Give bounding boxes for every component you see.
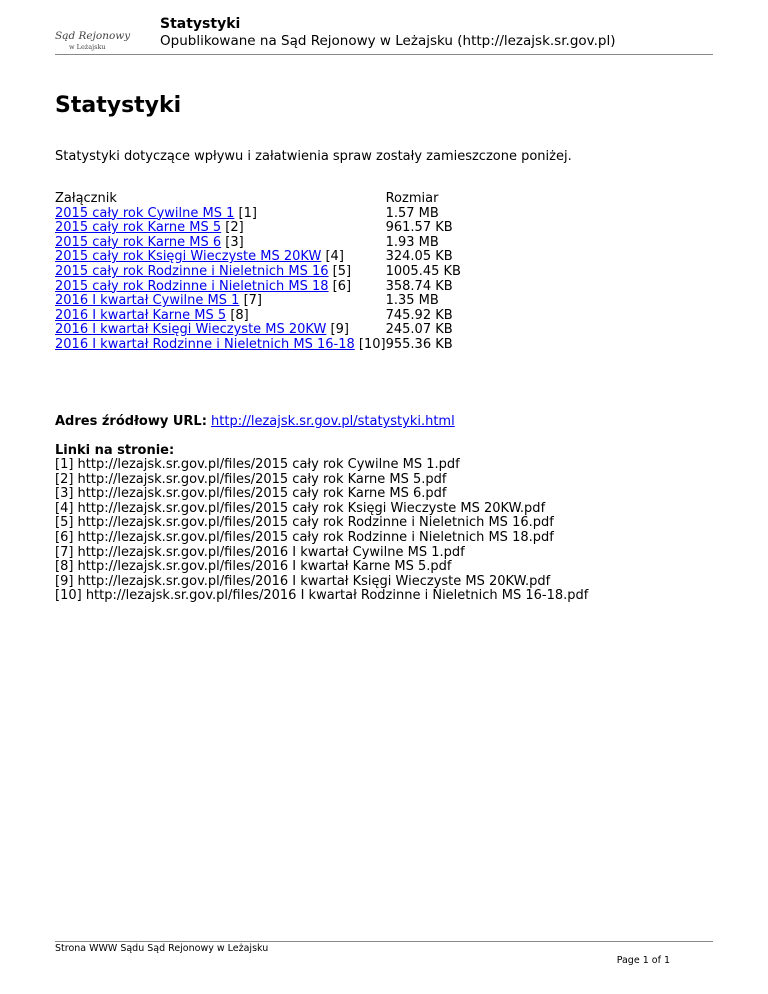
attachment-link[interactable]: 2016 I kwartał Cywilne MS 1 xyxy=(55,293,240,309)
attachments-header-row xyxy=(55,192,461,207)
attachment-size: 1.35 MB xyxy=(385,293,439,309)
attachment-row xyxy=(55,221,461,236)
attachment-size: 745.92 KB xyxy=(385,307,453,323)
attachment-name-cell xyxy=(55,221,386,236)
attachment-name-cell xyxy=(55,309,386,324)
court-logo xyxy=(55,30,145,51)
link-list-item: [3] http://lezajsk.sr.gov.pl/files/2015 cały rok Karne MS 6.pdf xyxy=(55,486,447,502)
attachment-row xyxy=(55,338,461,353)
attachment-ref: [3] xyxy=(225,234,244,250)
attachment-link[interactable]: 2016 I kwartał Rodzinne i Nieletnich MS 16-18 xyxy=(55,336,355,352)
logo-line-2: w Leżajsku xyxy=(69,43,106,51)
attachment-name-cell xyxy=(55,338,386,353)
attachment-row xyxy=(55,207,461,222)
link-list-item: [10] http://lezajsk.sr.gov.pl/files/2016 I kwartał Rodzinne i Nieletnich MS 16-18.pdf xyxy=(55,588,589,604)
footer-page-number: Page 1 of 1 xyxy=(616,955,670,966)
link-list-item: [8] http://lezajsk.sr.gov.pl/files/2016 I kwartał Karne MS 5.pdf xyxy=(55,559,452,575)
source-url-link[interactable]: http://lezajsk.sr.gov.pl/statystyki.html xyxy=(211,414,455,429)
attachment-link[interactable]: 2016 I kwartał Księgi Wieczyste MS 20KW xyxy=(55,322,327,338)
link-list-item: [9] http://lezajsk.sr.gov.pl/files/2016 I kwartał Księgi Wieczyste MS 20KW.pdf xyxy=(55,573,551,589)
attachment-size: 1.57 MB xyxy=(385,205,439,221)
attachment-row xyxy=(55,250,461,265)
footer-site-name: Strona WWW Sądu Sąd Rejonowy w Leżajsku xyxy=(55,943,269,954)
source-url-label: Adres źródłowy URL: xyxy=(55,414,207,429)
attachment-size: 324.05 KB xyxy=(385,249,453,265)
attachment-name-cell xyxy=(55,323,386,338)
attachment-size: 358.74 KB xyxy=(385,278,453,294)
link-list-item: [7] http://lezajsk.sr.gov.pl/files/2016 I kwartał Cywilne MS 1.pdf xyxy=(55,544,465,560)
attachment-ref: [2] xyxy=(225,220,244,236)
source-url-line xyxy=(55,414,455,430)
attachment-ref: [10] xyxy=(358,336,386,352)
attachment-size: 955.36 KB xyxy=(385,336,453,352)
link-list-item: [1] http://lezajsk.sr.gov.pl/files/2015 cały rok Cywilne MS 1.pdf xyxy=(55,457,460,472)
attachment-link[interactable]: 2015 cały rok Karne MS 5 xyxy=(55,220,222,236)
attachment-link[interactable]: 2016 I kwartał Karne MS 5 xyxy=(55,307,227,323)
page-title: Statystyki xyxy=(55,93,182,118)
attachment-row xyxy=(55,265,461,280)
attachment-name-cell xyxy=(55,265,386,280)
attachment-size: 1005.45 KB xyxy=(385,263,461,279)
link-list-item: [6] http://lezajsk.sr.gov.pl/files/2015 cały rok Rodzinne i Nieletnich MS 18.pdf xyxy=(55,529,554,545)
attachment-size: 245.07 KB xyxy=(385,322,453,338)
link-list-item: [5] http://lezajsk.sr.gov.pl/files/2015 cały rok Rodzinne i Nieletnich MS 16.pdf xyxy=(55,515,554,531)
attachment-ref: [8] xyxy=(230,307,249,323)
attachment-ref: [6] xyxy=(332,278,352,294)
attachment-ref: [9] xyxy=(330,322,349,338)
links-list xyxy=(55,458,588,604)
attachment-link[interactable]: 2015 cały rok Księgi Wieczyste MS 20KW xyxy=(55,249,322,265)
links-title: Linki na stronie: xyxy=(55,443,175,458)
attachments-table xyxy=(55,192,461,353)
attachment-row xyxy=(55,294,461,309)
attachment-name-cell xyxy=(55,236,386,251)
attachment-ref: [1] xyxy=(238,205,257,221)
attachment-name-cell xyxy=(55,280,386,295)
footer-divider xyxy=(55,941,713,942)
intro-text: Statystyki dotyczące wpływu i załatwienia spraw zostały zamieszczone poniżej. xyxy=(55,149,572,164)
attachment-size: 1.93 MB xyxy=(385,234,439,250)
print-header xyxy=(55,14,713,55)
attachment-link[interactable]: 2015 cały rok Rodzinne i Nieletnich MS 18 xyxy=(55,278,329,294)
header-title: Statystyki xyxy=(160,16,241,32)
link-list-item: [2] http://lezajsk.sr.gov.pl/files/2015 cały rok Karne MS 5.pdf xyxy=(55,471,447,487)
attachment-row xyxy=(55,280,461,295)
link-list-item: [4] http://lezajsk.sr.gov.pl/files/2015 cały rok Księgi Wieczyste MS 20KW.pdf xyxy=(55,500,546,516)
attachment-row xyxy=(55,309,461,324)
column-header-size: Rozmiar xyxy=(385,191,439,206)
header-subtitle: Opublikowane na Sąd Rejonowy w Leżajsku (http://lezajsk.sr.gov.pl) xyxy=(160,33,616,49)
attachment-link[interactable]: 2015 cały rok Rodzinne i Nieletnich MS 16 xyxy=(55,263,329,279)
attachment-ref: [7] xyxy=(243,293,262,309)
attachment-row xyxy=(55,323,461,338)
attachment-name-cell xyxy=(55,207,386,222)
attachment-ref: [4] xyxy=(325,249,344,265)
attachment-link[interactable]: 2015 cały rok Karne MS 6 xyxy=(55,234,222,250)
attachments-body xyxy=(55,207,461,353)
attachment-size: 961.57 KB xyxy=(385,220,453,236)
logo-line-1: Sąd Rejonowy xyxy=(55,30,131,42)
attachment-row xyxy=(55,236,461,251)
attachment-name-cell xyxy=(55,294,386,309)
attachment-link[interactable]: 2015 cały rok Cywilne MS 1 xyxy=(55,205,235,221)
column-header-attachment: Załącznik xyxy=(55,191,117,206)
attachment-name-cell xyxy=(55,250,386,265)
attachment-ref: [5] xyxy=(332,263,352,279)
